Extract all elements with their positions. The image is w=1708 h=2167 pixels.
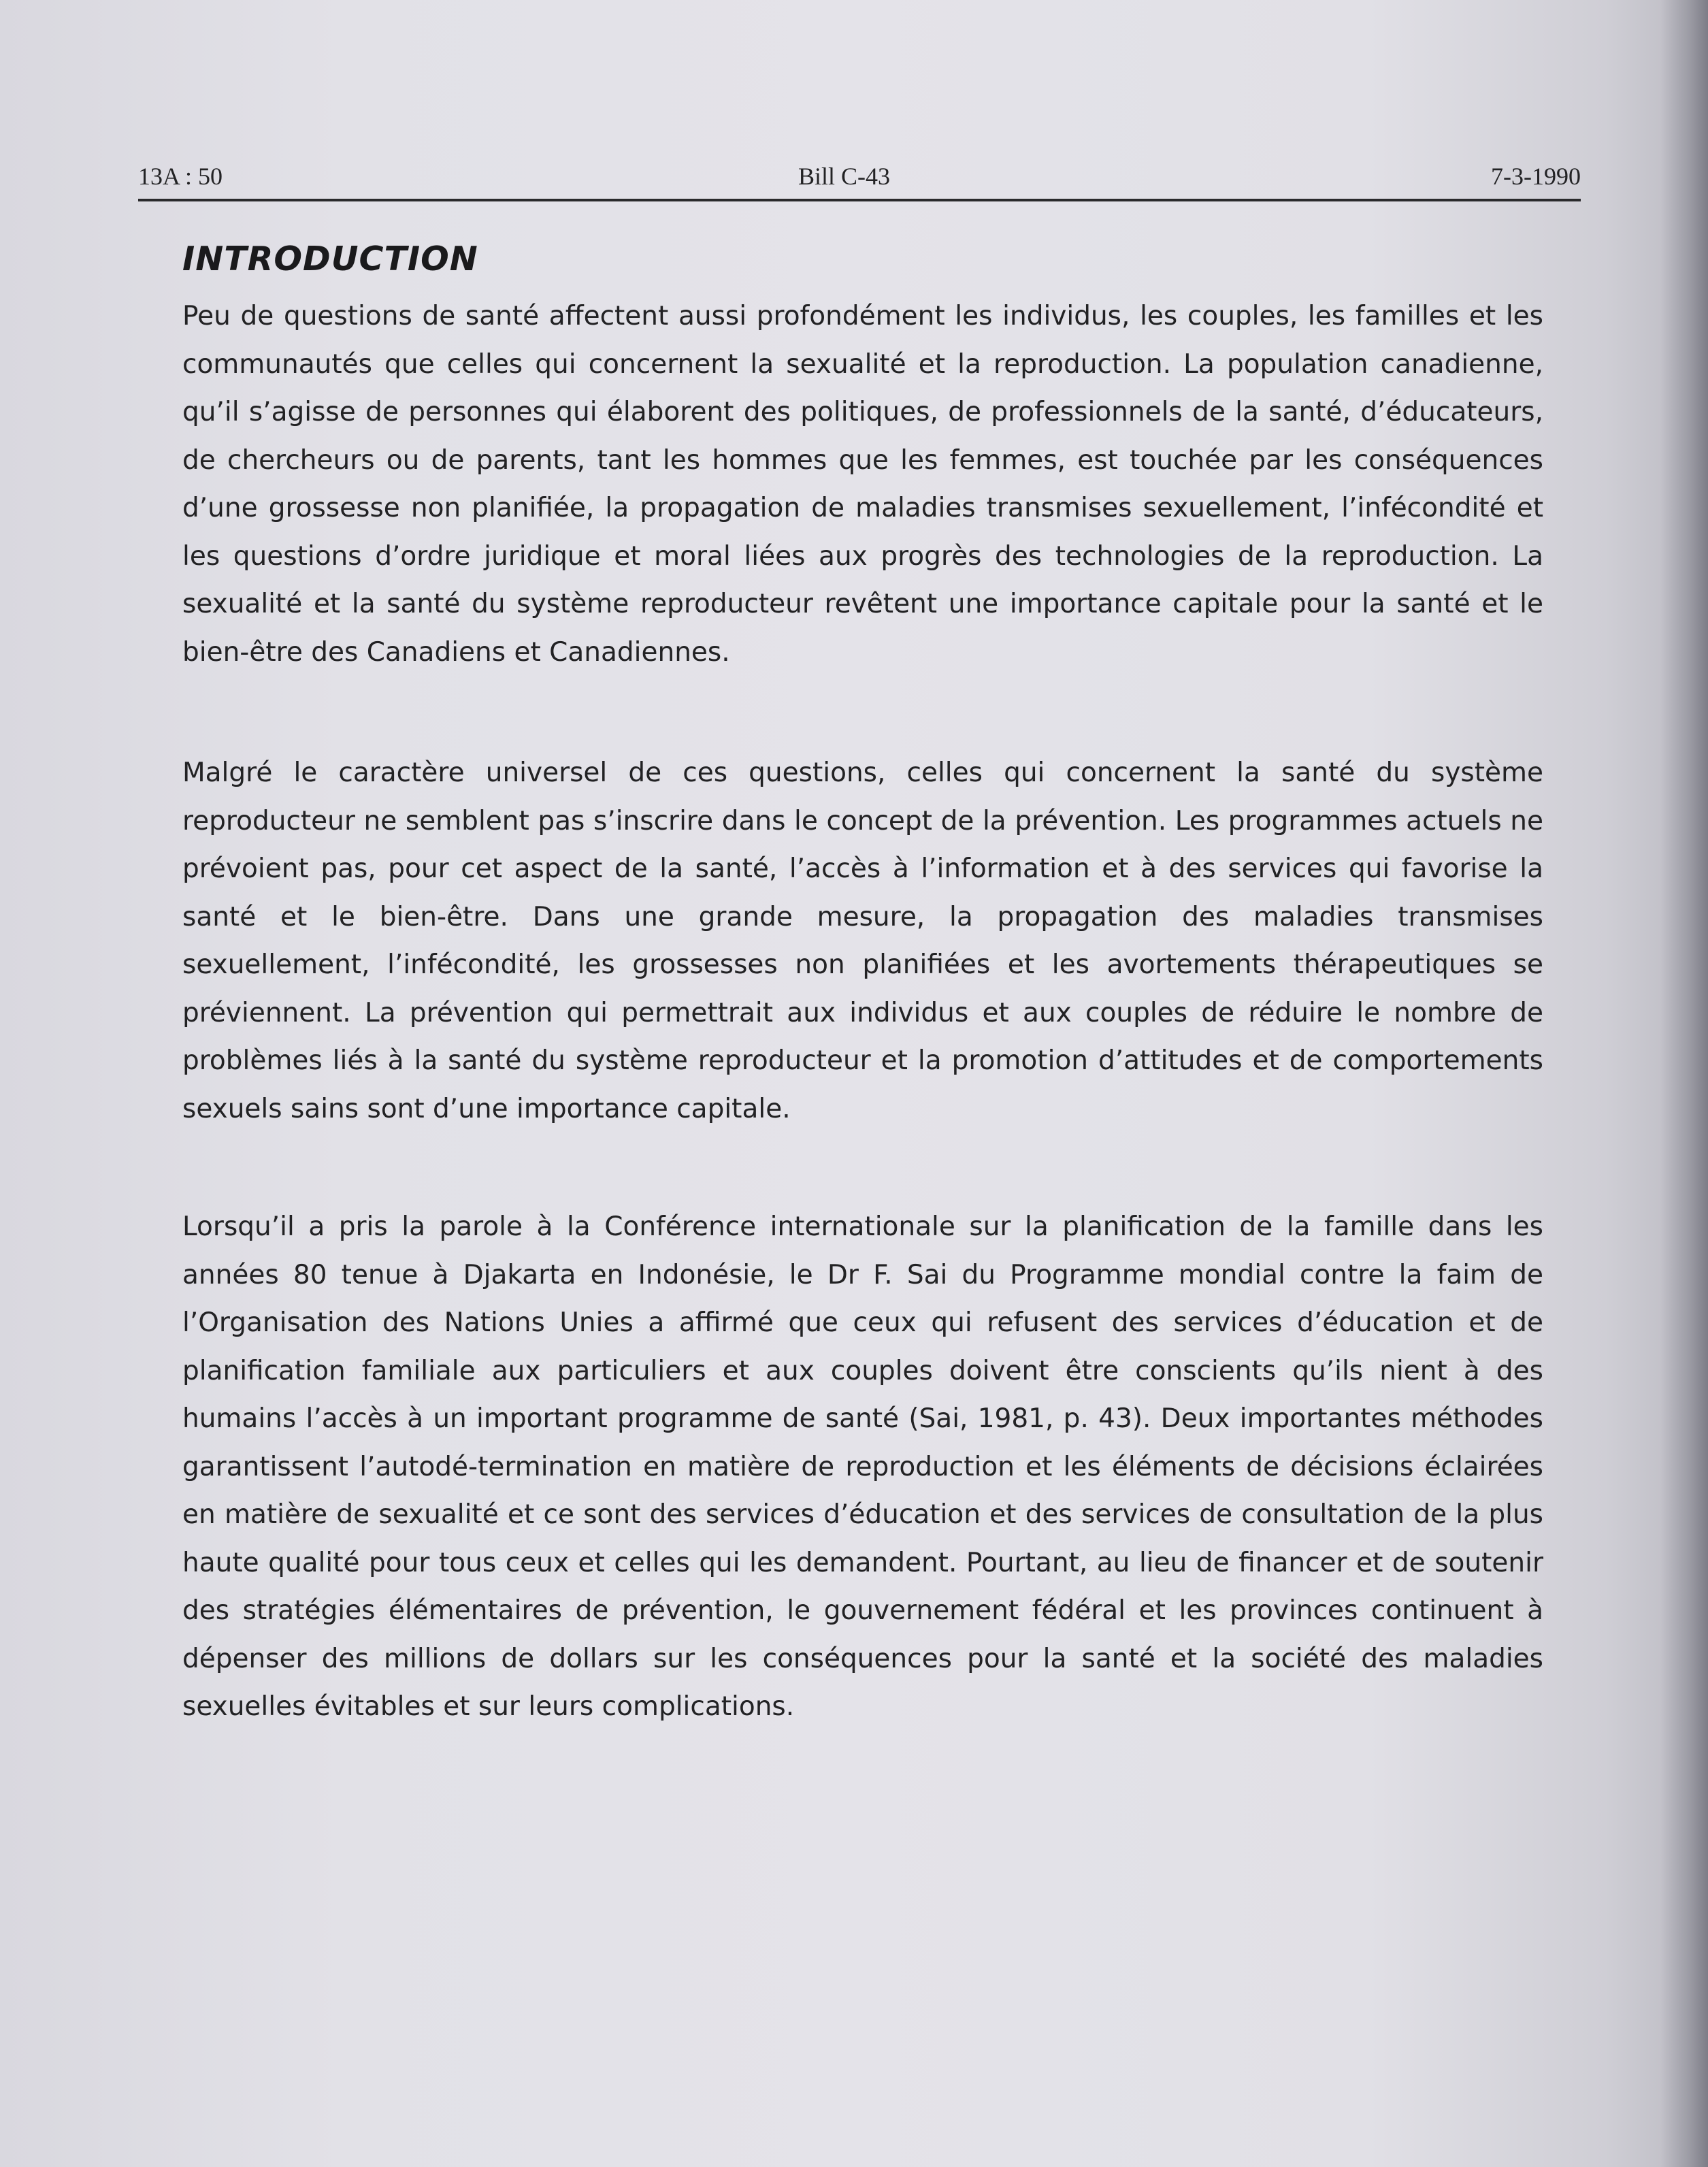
paragraph-3: Lorsqu’il a pris la parole à la Conférence internationale sur la planification de la famille dans les années 80 tenue à Djakarta en Indonésie, le Dr F. Sai du Programme mondial contre la faim de l’Organisation des Nations Unies a affirmé que ceux qui refusent des services d’éducation et de planification familiale aux particuliers et aux couples doivent être conscients qu’ils nient à des humains l’accès à un important programme de santé (Sai, 1981, p. 43). Deux importantes méthodes garantissent l’autodé-termination en matière de reproduction et les éléments de décisions éclairées en matière de sexualité et ce sont des services d’éducation et des services de consultation de la plus haute qualité pour tous ceux et celles qui les demandent. Pourtant, au lieu de financer et de soutenir des stratégies élémentaires de prévention, le gouvernement fédéral et les provinces continuent à dépenser des millions de dollars sur les conséquences pour la santé et la société des maladies sexuelles évitables et sur leurs complications. [182, 1211, 1543, 1722]
paragraph-2: Malgré le caractère universel de ces questions, celles qui concernent la santé du système reproducteur ne semblent pas s’inscrire dans le concept de la prévention. Les programmes actuels ne prévoient pas, pour cet aspect de la santé, l’accès à l’information et à des services qui favorise la santé et le bien-être. Dans une grande mesure, la propagation des maladies transmises sexuellement, l’infécondité, les grossesses non planifiées et les avortements thérapeutiques se préviennent. La prévention qui permettrait aux individus et aux couples de réduire le nombre de problèmes liés à la santé du système reproducteur et la promotion d’attitudes et de comportements sexuels sains sont d’une importance capitale. [182, 757, 1543, 1124]
section-heading: INTRODUCTION [182, 240, 478, 278]
header-bill-title: Bill C-43 [798, 163, 891, 190]
running-header [138, 162, 1581, 203]
header-date: 7-3-1990 [1491, 163, 1581, 190]
header-rule [138, 199, 1581, 201]
page-edge-shadow [1660, 0, 1708, 2167]
header-page-number: 13A : 50 [138, 163, 223, 190]
paragraph-1: Peu de questions de santé affectent aussi profondément les individus, les couples, les familles et les communautés que celles qui concernent la sexualité et la reproduction. La population canadienne, qu’il s’agisse de personnes qui élaborent des politiques, de professionnels de la santé, d’éducateurs, de chercheurs ou de parents, tant les hommes que les femmes, est touchée par les conséquences d’une grossesse non planifiée, la propagation de maladies transmises sexuellement, l’infécondité et les questions d’ordre juridique et moral liées aux progrès des technologies de la reproduction. La sexualité et la santé du système reproducteur revêtent une importance capitale pour la santé et le bien-être des Canadiens et Canadiennes. [182, 301, 1543, 668]
